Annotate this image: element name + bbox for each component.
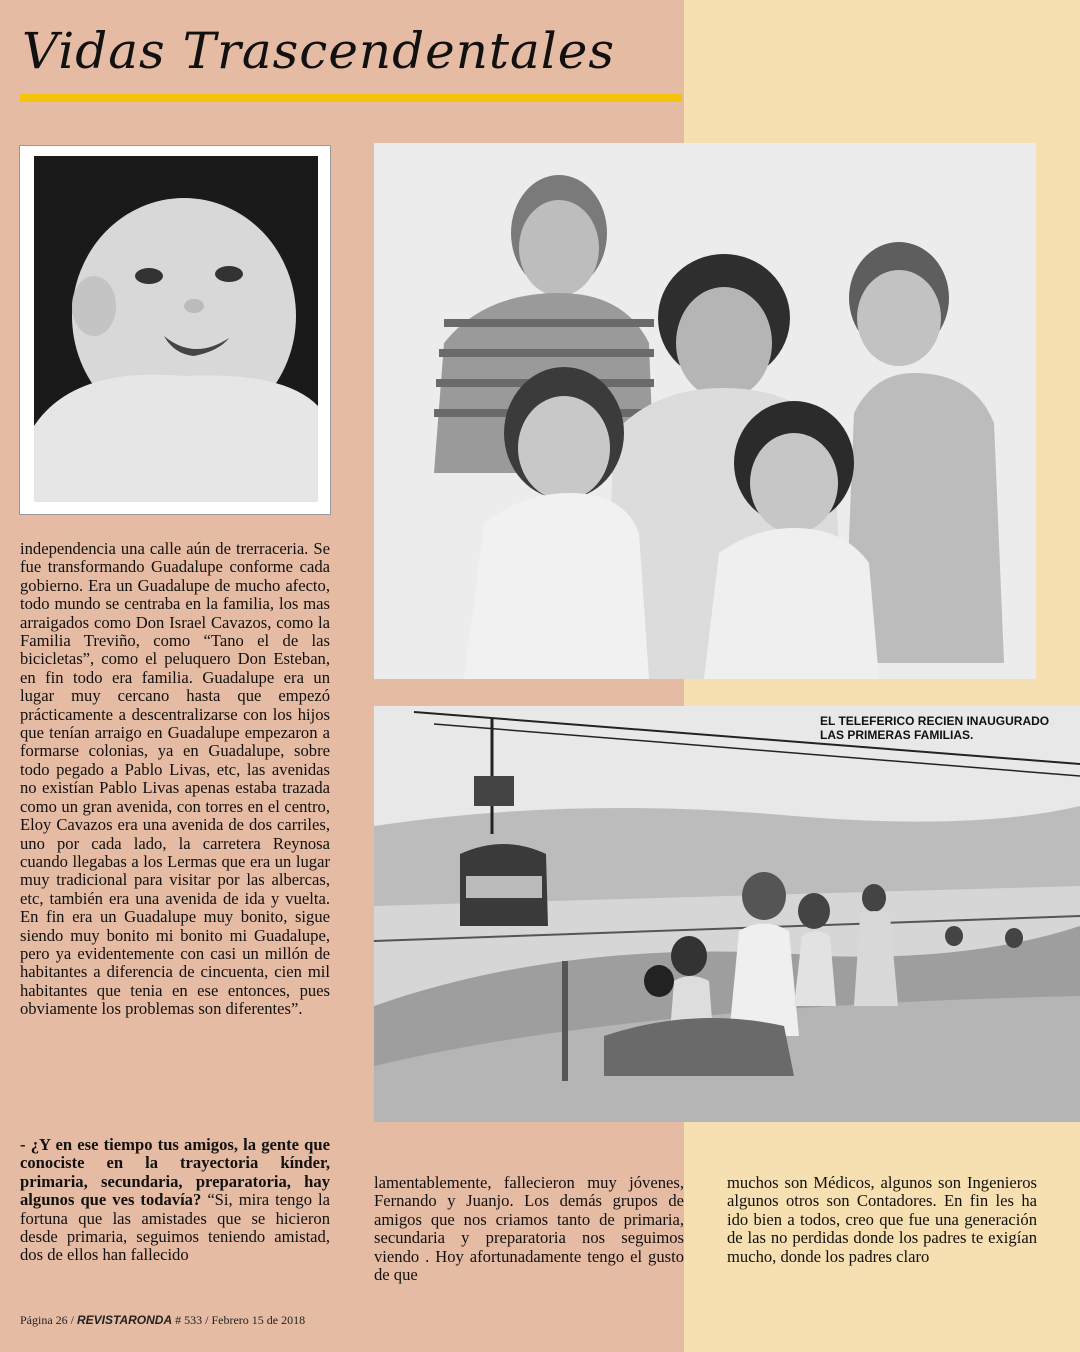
footer-brand: REVISTARONDA [77,1313,173,1327]
footer-issue: # 533 / Febrero 15 de 2018 [175,1313,306,1327]
baby-portrait-photo-icon [34,156,318,502]
family-photo [374,143,1036,679]
title-underline [20,94,682,102]
article-column-1: independencia una calle aún de trerraceria. Se fue transformando Guadalupe conforme cada gobierno. Era un Guadalupe de mucho afecto, todo mundo se centraba en la familia, los mas arraigados como Don Israel Cavazos, como la Familia Treviño, como “Tano el de las bicicletas”, como el peluquero Don Esteban, en fin todo era familia. Guadalupe era un lugar muy cercano hasta que empezó prácticamente a descentralizarse con los hijos que tenían arraigo en Guadalupe empezaron a formarse colonias, ya en Guadalupe, sobre todo pegado a Pablo Livas, etc, las avenidas no existían Pablo Livas apenas estaba trazada como un gran avenida, con torres en el centro, Eloy Cavazos era una avenida de dos carriles, uno por cada lado, la carretera Reynosa cuando llegabas a los Lermas que era un lugar muy tradicional para visitar por las albercas, etc, también era una avenida de ida y vuelta. En fin era un Guadalupe muy bonito, sigue siendo muy bonito mi bonito mi Guadalupe, pero ya evidentemente con casi un millón de habitantes a diferencia de cincuenta, cien mil habitantes que tenia en ese entonces, pues obviamente los problemas son diferentes”. [20,539,330,1019]
family-portrait-photo-icon [374,143,1036,679]
baby-photo-frame [20,146,330,514]
cablecar-photo [374,706,1080,1122]
page-footer [20,1313,305,1328]
article-column-2: lamentablemente, fallecieron muy jóvenes, Fernando y Juanjo. Los demás grupos de amigos que nos criamos tanto de primaria, secundaria y preparatoria nos seguimos viendo . Hoy afortunadamente tengo el gusto de que [374,1173,684,1285]
article-column-3: muchos son Médicos, algunos son Ingenieros algunos otros son Contadores. En fin les ha ido bien a todos, creo que fue una generación de las no perdidas donde los padres te exigían mucho, donde los padres claro [727,1173,1037,1266]
cablecar-caption: EL TELEFERICO RECIEN INAUGURADO LAS PRIMERAS FAMILIAS. [820,714,1050,742]
interview-block [20,1136,330,1265]
interview-answer: “Si, mira tengo la fortuna que las amistades que se hicieron desde primaria, seguimos teniendo amistad, dos de ellos han fallecido [20,1190,330,1265]
footer-page-number: Página 26 / [20,1313,74,1327]
section-title: Vidas Trascendentales [22,22,616,80]
interview-question: - ¿Y en ese tiempo tus amigos, la gente que conociste en la trayectoria kínder, primaria, secundaria, preparatoria, hay algunos que ves todavía? [20,1135,330,1210]
cable-car-photo-icon [374,706,1080,1122]
